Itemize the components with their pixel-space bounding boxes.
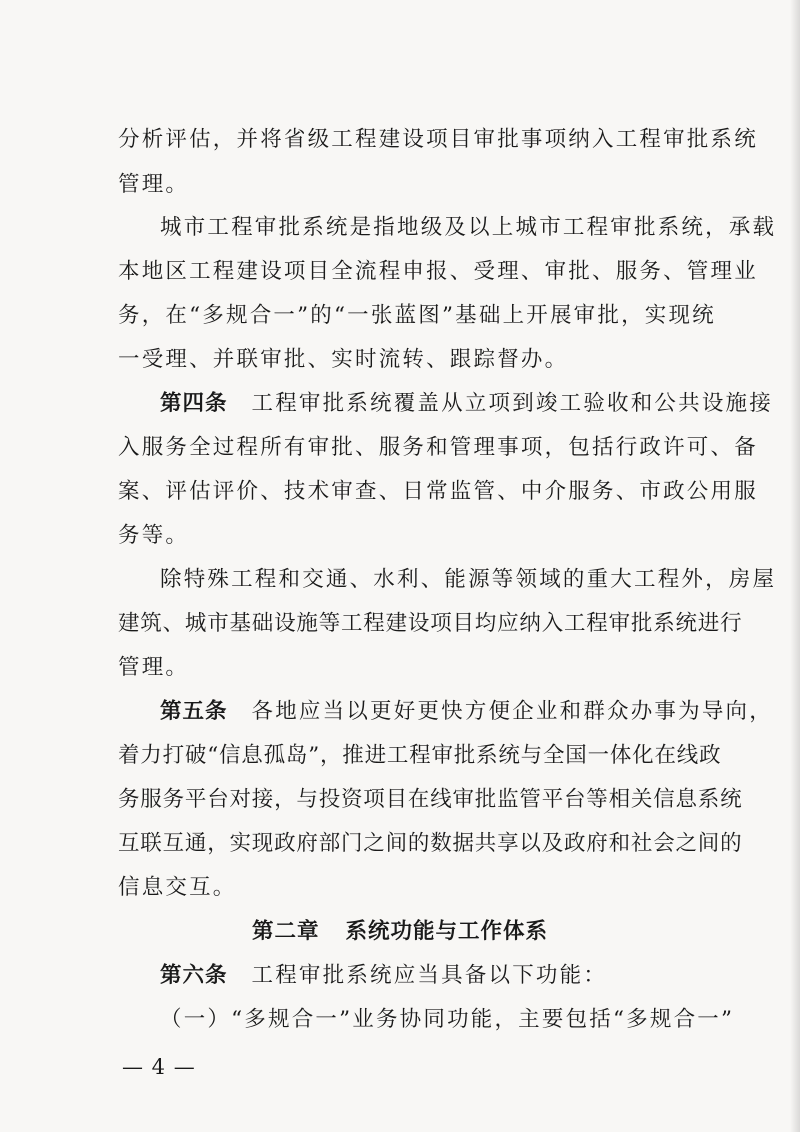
page-edge-shadow	[790, 0, 800, 1132]
chapter-heading	[0, 917, 800, 947]
text-line: 务，在“多规合一”的“一张蓝图”基础上开展审批，实现统	[118, 303, 716, 328]
text-line: 工程审批系统覆盖从立项到竣工验收和公共设施接	[251, 391, 773, 416]
chapter-title: 系统功能与工作体系	[345, 919, 549, 944]
text-line: 信息交互。	[118, 875, 237, 900]
text-line: 管理。	[118, 172, 190, 197]
article-heading: 第五条	[160, 699, 228, 724]
text-line: 建筑、城市基础设施等工程建设项目均应纳入工程审批系统进行	[118, 611, 743, 636]
text-line: 各地应当以更好更快方便企业和群众办事为导向，	[251, 699, 773, 724]
text-line: 工程审批系统应当具备以下功能：	[251, 963, 608, 988]
text-line: 一受理、并联审批、实时流转、跟踪督办。	[118, 347, 569, 372]
article-heading: 第四条	[160, 391, 228, 416]
chapter-number: 第二章	[251, 919, 320, 944]
text-line: 入服务全过程所有审批、服务和管理事项，包括行政许可、备	[118, 435, 758, 460]
text-line: 互联互通，实现政府部门之间的数据共享以及政府和社会之间的	[118, 831, 743, 856]
text-line: 务等。	[118, 523, 190, 548]
article-6-line	[160, 961, 708, 991]
text-line: 城市工程审批系统是指地级及以上城市工程审批系统，承载	[160, 215, 777, 240]
text-line: 管理。	[118, 655, 190, 680]
text-line: 着力打破“信息孤岛”，推进工程审批系统与全国一体化在线政	[118, 743, 722, 768]
text-line: 除特殊工程和交通、水利、能源等领域的重大工程外，房屋	[160, 567, 777, 592]
text-line: 务服务平台对接，与投资项目在线审批监管平台等相关信息系统	[118, 787, 743, 812]
page-number: — 4 —	[122, 1055, 196, 1079]
text-line: 本地区工程建设项目全流程申报、受理、审批、服务、管理业	[118, 259, 758, 284]
article-4-line	[160, 389, 773, 419]
text-line: 分析评估，并将省级工程建设项目审批事项纳入工程审批系统	[118, 127, 758, 152]
article-heading: 第六条	[160, 963, 228, 988]
text-line: 案、评估评价、技术审查、日常监管、中介服务、市政公用服	[118, 479, 758, 504]
article-5-line	[160, 697, 773, 727]
list-item: （一）“多规合一”业务协同功能，主要包括“多规合一”	[160, 1007, 735, 1032]
